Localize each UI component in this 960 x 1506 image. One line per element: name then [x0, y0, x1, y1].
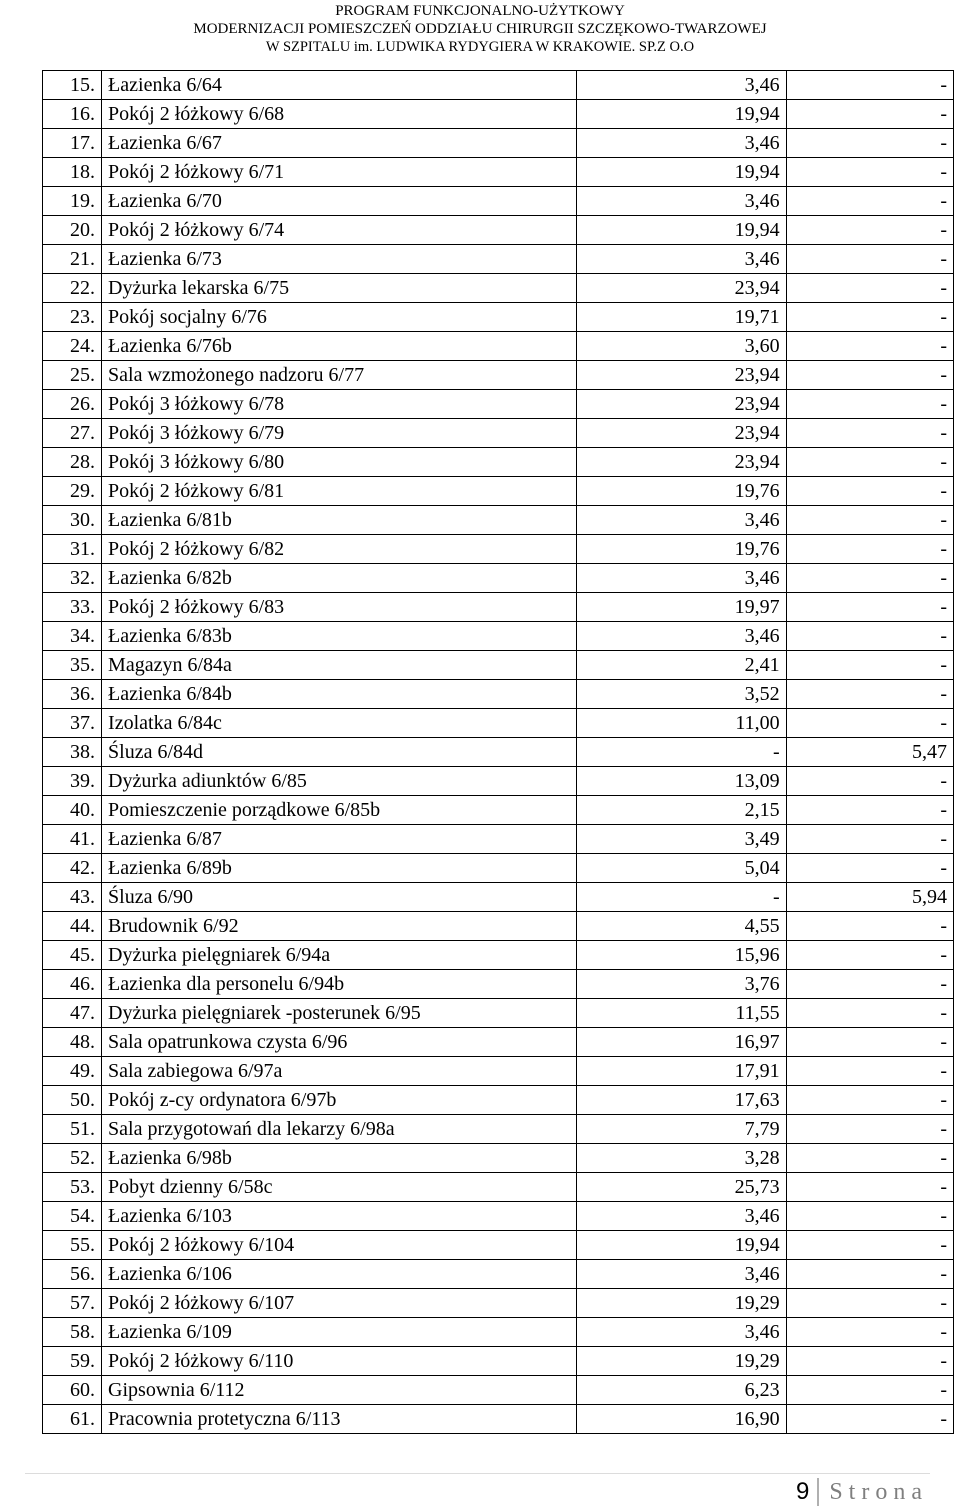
area-value-2: -	[786, 1376, 953, 1405]
area-value-1: 3,76	[576, 970, 786, 999]
table-row	[43, 970, 954, 999]
row-number: 15.	[43, 71, 102, 100]
area-value-2: -	[786, 1173, 953, 1202]
row-number: 30.	[43, 506, 102, 535]
area-value-2: -	[786, 912, 953, 941]
page-footer	[796, 1478, 928, 1506]
row-number: 44.	[43, 912, 102, 941]
area-value-1: 19,94	[576, 1231, 786, 1260]
room-name: Pokój 2 łóżkowy 6/110	[102, 1347, 577, 1376]
area-value-1: 16,90	[576, 1405, 786, 1434]
page-label: Strona	[829, 1478, 928, 1505]
room-name: Śluza 6/84d	[102, 738, 577, 767]
row-number: 51.	[43, 1115, 102, 1144]
table-row	[43, 883, 954, 912]
area-value-1: 3,60	[576, 332, 786, 361]
area-value-2: -	[786, 535, 953, 564]
footer-divider	[25, 1473, 930, 1474]
room-name: Łazienka 6/83b	[102, 622, 577, 651]
area-value-2: -	[786, 593, 953, 622]
room-name: Pokój 3 łóżkowy 6/79	[102, 419, 577, 448]
row-number: 61.	[43, 1405, 102, 1434]
row-number: 27.	[43, 419, 102, 448]
table-row	[43, 100, 954, 129]
area-value-2: -	[786, 216, 953, 245]
area-value-1: 15,96	[576, 941, 786, 970]
row-number: 29.	[43, 477, 102, 506]
room-name: Łazienka dla personelu 6/94b	[102, 970, 577, 999]
area-value-1: 19,94	[576, 216, 786, 245]
room-name: Sala przygotowań dla lekarzy 6/98a	[102, 1115, 577, 1144]
area-value-1: 3,46	[576, 129, 786, 158]
area-value-2: -	[786, 332, 953, 361]
room-name: Sala opatrunkowa czysta 6/96	[102, 1028, 577, 1057]
table-row	[43, 651, 954, 680]
room-name: Sala zabiegowa 6/97a	[102, 1057, 577, 1086]
room-name: Łazienka 6/103	[102, 1202, 577, 1231]
row-number: 42.	[43, 854, 102, 883]
room-name: Dyżurka adiunktów 6/85	[102, 767, 577, 796]
table-row	[43, 477, 954, 506]
area-value-1: 3,46	[576, 506, 786, 535]
area-value-1: 3,46	[576, 245, 786, 274]
table-row	[43, 448, 954, 477]
area-value-2: -	[786, 448, 953, 477]
room-name: Izolatka 6/84c	[102, 709, 577, 738]
area-value-2: -	[786, 941, 953, 970]
table-row	[43, 1376, 954, 1405]
header-line-1: PROGRAM FUNKCJONALNO-UŻYTKOWY	[335, 3, 625, 19]
table-row	[43, 419, 954, 448]
row-number: 18.	[43, 158, 102, 187]
table-row	[43, 1086, 954, 1115]
room-name: Łazienka 6/73	[102, 245, 577, 274]
table-row	[43, 1173, 954, 1202]
table-row	[43, 854, 954, 883]
area-value-1: 17,63	[576, 1086, 786, 1115]
area-value-1: -	[576, 738, 786, 767]
row-number: 25.	[43, 361, 102, 390]
row-number: 17.	[43, 129, 102, 158]
row-number: 26.	[43, 390, 102, 419]
row-number: 41.	[43, 825, 102, 854]
room-name: Pokój 2 łóżkowy 6/83	[102, 593, 577, 622]
row-number: 56.	[43, 1260, 102, 1289]
row-number: 39.	[43, 767, 102, 796]
area-value-2: -	[786, 1057, 953, 1086]
room-name: Dyżurka pielęgniarek 6/94a	[102, 941, 577, 970]
room-name: Pokój 2 łóżkowy 6/71	[102, 158, 577, 187]
table-row	[43, 390, 954, 419]
area-value-1: 4,55	[576, 912, 786, 941]
row-number: 28.	[43, 448, 102, 477]
area-value-1: 19,29	[576, 1347, 786, 1376]
area-value-1: 5,04	[576, 854, 786, 883]
area-value-1: 23,94	[576, 274, 786, 303]
room-name: Pokój 3 łóżkowy 6/80	[102, 448, 577, 477]
room-name: Dyżurka pielęgniarek -posterunek 6/95	[102, 999, 577, 1028]
area-value-1: 17,91	[576, 1057, 786, 1086]
area-value-1: 2,15	[576, 796, 786, 825]
room-name: Łazienka 6/64	[102, 71, 577, 100]
area-value-1: 3,46	[576, 622, 786, 651]
row-number: 58.	[43, 1318, 102, 1347]
room-name: Łazienka 6/70	[102, 187, 577, 216]
area-value-1: 23,94	[576, 361, 786, 390]
area-value-2: -	[786, 854, 953, 883]
row-number: 23.	[43, 303, 102, 332]
row-number: 47.	[43, 999, 102, 1028]
table-row	[43, 738, 954, 767]
table-row	[43, 361, 954, 390]
area-value-2: -	[786, 1347, 953, 1376]
row-number: 36.	[43, 680, 102, 709]
row-number: 49.	[43, 1057, 102, 1086]
row-number: 53.	[43, 1173, 102, 1202]
area-value-2: -	[786, 999, 953, 1028]
area-value-2: -	[786, 361, 953, 390]
room-name: Łazienka 6/84b	[102, 680, 577, 709]
area-value-1: 3,28	[576, 1144, 786, 1173]
room-name: Łazienka 6/82b	[102, 564, 577, 593]
table-row	[43, 680, 954, 709]
room-name: Pokój socjalny 6/76	[102, 303, 577, 332]
table-row	[43, 1405, 954, 1434]
area-value-2: -	[786, 622, 953, 651]
page-number: 9	[796, 1478, 819, 1506]
area-value-2: -	[786, 1115, 953, 1144]
row-number: 55.	[43, 1231, 102, 1260]
table-row	[43, 1115, 954, 1144]
row-number: 54.	[43, 1202, 102, 1231]
room-name: Pokój 3 łóżkowy 6/78	[102, 390, 577, 419]
row-number: 43.	[43, 883, 102, 912]
table-row	[43, 1202, 954, 1231]
table-row	[43, 332, 954, 361]
area-value-2: -	[786, 419, 953, 448]
area-value-1: 23,94	[576, 390, 786, 419]
room-name: Gipsownia 6/112	[102, 1376, 577, 1405]
area-value-1: 3,46	[576, 187, 786, 216]
room-name: Pokój 2 łóżkowy 6/107	[102, 1289, 577, 1318]
room-name: Łazienka 6/89b	[102, 854, 577, 883]
table-row	[43, 535, 954, 564]
table-row	[43, 1260, 954, 1289]
row-number: 31.	[43, 535, 102, 564]
row-number: 24.	[43, 332, 102, 361]
table-row	[43, 187, 954, 216]
area-value-2: -	[786, 709, 953, 738]
area-value-2: -	[786, 767, 953, 796]
area-value-1: 23,94	[576, 448, 786, 477]
area-value-2: -	[786, 303, 953, 332]
table-row	[43, 796, 954, 825]
area-value-1: 13,09	[576, 767, 786, 796]
table-row	[43, 941, 954, 970]
row-number: 21.	[43, 245, 102, 274]
table-row	[43, 1347, 954, 1376]
table-row	[43, 1028, 954, 1057]
row-number: 45.	[43, 941, 102, 970]
row-number: 48.	[43, 1028, 102, 1057]
area-value-1: 19,94	[576, 100, 786, 129]
room-name: Pokój 2 łóżkowy 6/74	[102, 216, 577, 245]
area-value-1: 19,76	[576, 535, 786, 564]
row-number: 16.	[43, 100, 102, 129]
table-row	[43, 767, 954, 796]
room-name: Pobyt dzienny 6/58c	[102, 1173, 577, 1202]
area-value-2: -	[786, 564, 953, 593]
room-name: Łazienka 6/106	[102, 1260, 577, 1289]
room-name: Łazienka 6/109	[102, 1318, 577, 1347]
table-row	[43, 912, 954, 941]
area-value-2: -	[786, 506, 953, 535]
area-value-1: 3,52	[576, 680, 786, 709]
area-value-2: -	[786, 477, 953, 506]
area-value-1: 19,76	[576, 477, 786, 506]
table-row	[43, 274, 954, 303]
table-row	[43, 825, 954, 854]
area-value-1: 3,46	[576, 1260, 786, 1289]
row-number: 22.	[43, 274, 102, 303]
area-value-1: 2,41	[576, 651, 786, 680]
table-row	[43, 1289, 954, 1318]
row-number: 52.	[43, 1144, 102, 1173]
table-row	[43, 593, 954, 622]
rooms-table-body	[43, 71, 954, 1434]
room-name: Pokój 2 łóżkowy 6/104	[102, 1231, 577, 1260]
area-value-2: -	[786, 1028, 953, 1057]
row-number: 59.	[43, 1347, 102, 1376]
row-number: 19.	[43, 187, 102, 216]
area-value-2: -	[786, 274, 953, 303]
area-value-1: 19,94	[576, 158, 786, 187]
area-value-2: -	[786, 187, 953, 216]
room-name: Magazyn 6/84a	[102, 651, 577, 680]
area-value-2: -	[786, 680, 953, 709]
room-name: Pomieszczenie porządkowe 6/85b	[102, 796, 577, 825]
area-value-1: 11,55	[576, 999, 786, 1028]
area-value-1: -	[576, 883, 786, 912]
row-number: 50.	[43, 1086, 102, 1115]
table-row	[43, 709, 954, 738]
area-value-2: -	[786, 129, 953, 158]
room-name: Łazienka 6/76b	[102, 332, 577, 361]
row-number: 46.	[43, 970, 102, 999]
room-name: Łazienka 6/98b	[102, 1144, 577, 1173]
area-value-2: -	[786, 1318, 953, 1347]
header-line-3: W SZPITALU im. LUDWIKA RYDYGIERA W KRAKOWIE. SP.Z O.O	[265, 39, 695, 55]
row-number: 32.	[43, 564, 102, 593]
room-name: Pokój 2 łóżkowy 6/82	[102, 535, 577, 564]
room-name: Śluza 6/90	[102, 883, 577, 912]
row-number: 38.	[43, 738, 102, 767]
row-number: 33.	[43, 593, 102, 622]
area-value-2: -	[786, 1260, 953, 1289]
area-value-1: 19,97	[576, 593, 786, 622]
area-value-1: 16,97	[576, 1028, 786, 1057]
area-value-1: 3,46	[576, 71, 786, 100]
table-row	[43, 158, 954, 187]
row-number: 57.	[43, 1289, 102, 1318]
table-row	[43, 506, 954, 535]
table-row	[43, 622, 954, 651]
area-value-2: -	[786, 1405, 953, 1434]
row-number: 60.	[43, 1376, 102, 1405]
room-name: Brudownik 6/92	[102, 912, 577, 941]
document-header	[0, 0, 960, 56]
area-value-1: 3,46	[576, 1318, 786, 1347]
area-value-1: 3,49	[576, 825, 786, 854]
table-row	[43, 1231, 954, 1260]
table-row	[43, 1144, 954, 1173]
room-name: Sala wzmożonego nadzoru 6/77	[102, 361, 577, 390]
area-value-1: 3,46	[576, 564, 786, 593]
room-name: Łazienka 6/87	[102, 825, 577, 854]
area-value-2: -	[786, 651, 953, 680]
area-value-1: 3,46	[576, 1202, 786, 1231]
table-row	[43, 216, 954, 245]
area-value-2: 5,94	[786, 883, 953, 912]
area-value-1: 19,29	[576, 1289, 786, 1318]
area-value-1: 11,00	[576, 709, 786, 738]
table-row	[43, 71, 954, 100]
room-name: Łazienka 6/67	[102, 129, 577, 158]
table-row	[43, 245, 954, 274]
header-line-2: MODERNIZACJI POMIESZCZEŃ ODDZIAŁU CHIRURGII SZCZĘKOWO-TWARZOWEJ	[193, 21, 767, 37]
table-row	[43, 999, 954, 1028]
area-value-2: -	[786, 100, 953, 129]
area-value-1: 23,94	[576, 419, 786, 448]
area-value-2: -	[786, 1202, 953, 1231]
room-name: Łazienka 6/81b	[102, 506, 577, 535]
area-value-2: -	[786, 970, 953, 999]
area-value-1: 25,73	[576, 1173, 786, 1202]
area-value-2: -	[786, 1289, 953, 1318]
table-row	[43, 1057, 954, 1086]
area-value-2: -	[786, 390, 953, 419]
area-value-2: -	[786, 71, 953, 100]
table-row	[43, 564, 954, 593]
row-number: 35.	[43, 651, 102, 680]
area-value-2: -	[786, 796, 953, 825]
table-row	[43, 1318, 954, 1347]
row-number: 40.	[43, 796, 102, 825]
table-row	[43, 129, 954, 158]
area-value-2: -	[786, 1231, 953, 1260]
area-value-1: 19,71	[576, 303, 786, 332]
area-value-2: -	[786, 245, 953, 274]
area-value-2: -	[786, 1144, 953, 1173]
room-name: Pokój 2 łóżkowy 6/68	[102, 100, 577, 129]
area-value-2: 5,47	[786, 738, 953, 767]
table-row	[43, 303, 954, 332]
area-value-1: 6,23	[576, 1376, 786, 1405]
area-value-2: -	[786, 1086, 953, 1115]
row-number: 20.	[43, 216, 102, 245]
area-value-2: -	[786, 825, 953, 854]
room-name: Pracownia protetyczna 6/113	[102, 1405, 577, 1434]
room-name: Pokój 2 łóżkowy 6/81	[102, 477, 577, 506]
area-value-1: 7,79	[576, 1115, 786, 1144]
row-number: 34.	[43, 622, 102, 651]
room-name: Dyżurka lekarska 6/75	[102, 274, 577, 303]
room-name: Pokój z-cy ordynatora 6/97b	[102, 1086, 577, 1115]
row-number: 37.	[43, 709, 102, 738]
rooms-table	[42, 70, 954, 1434]
area-value-2: -	[786, 158, 953, 187]
